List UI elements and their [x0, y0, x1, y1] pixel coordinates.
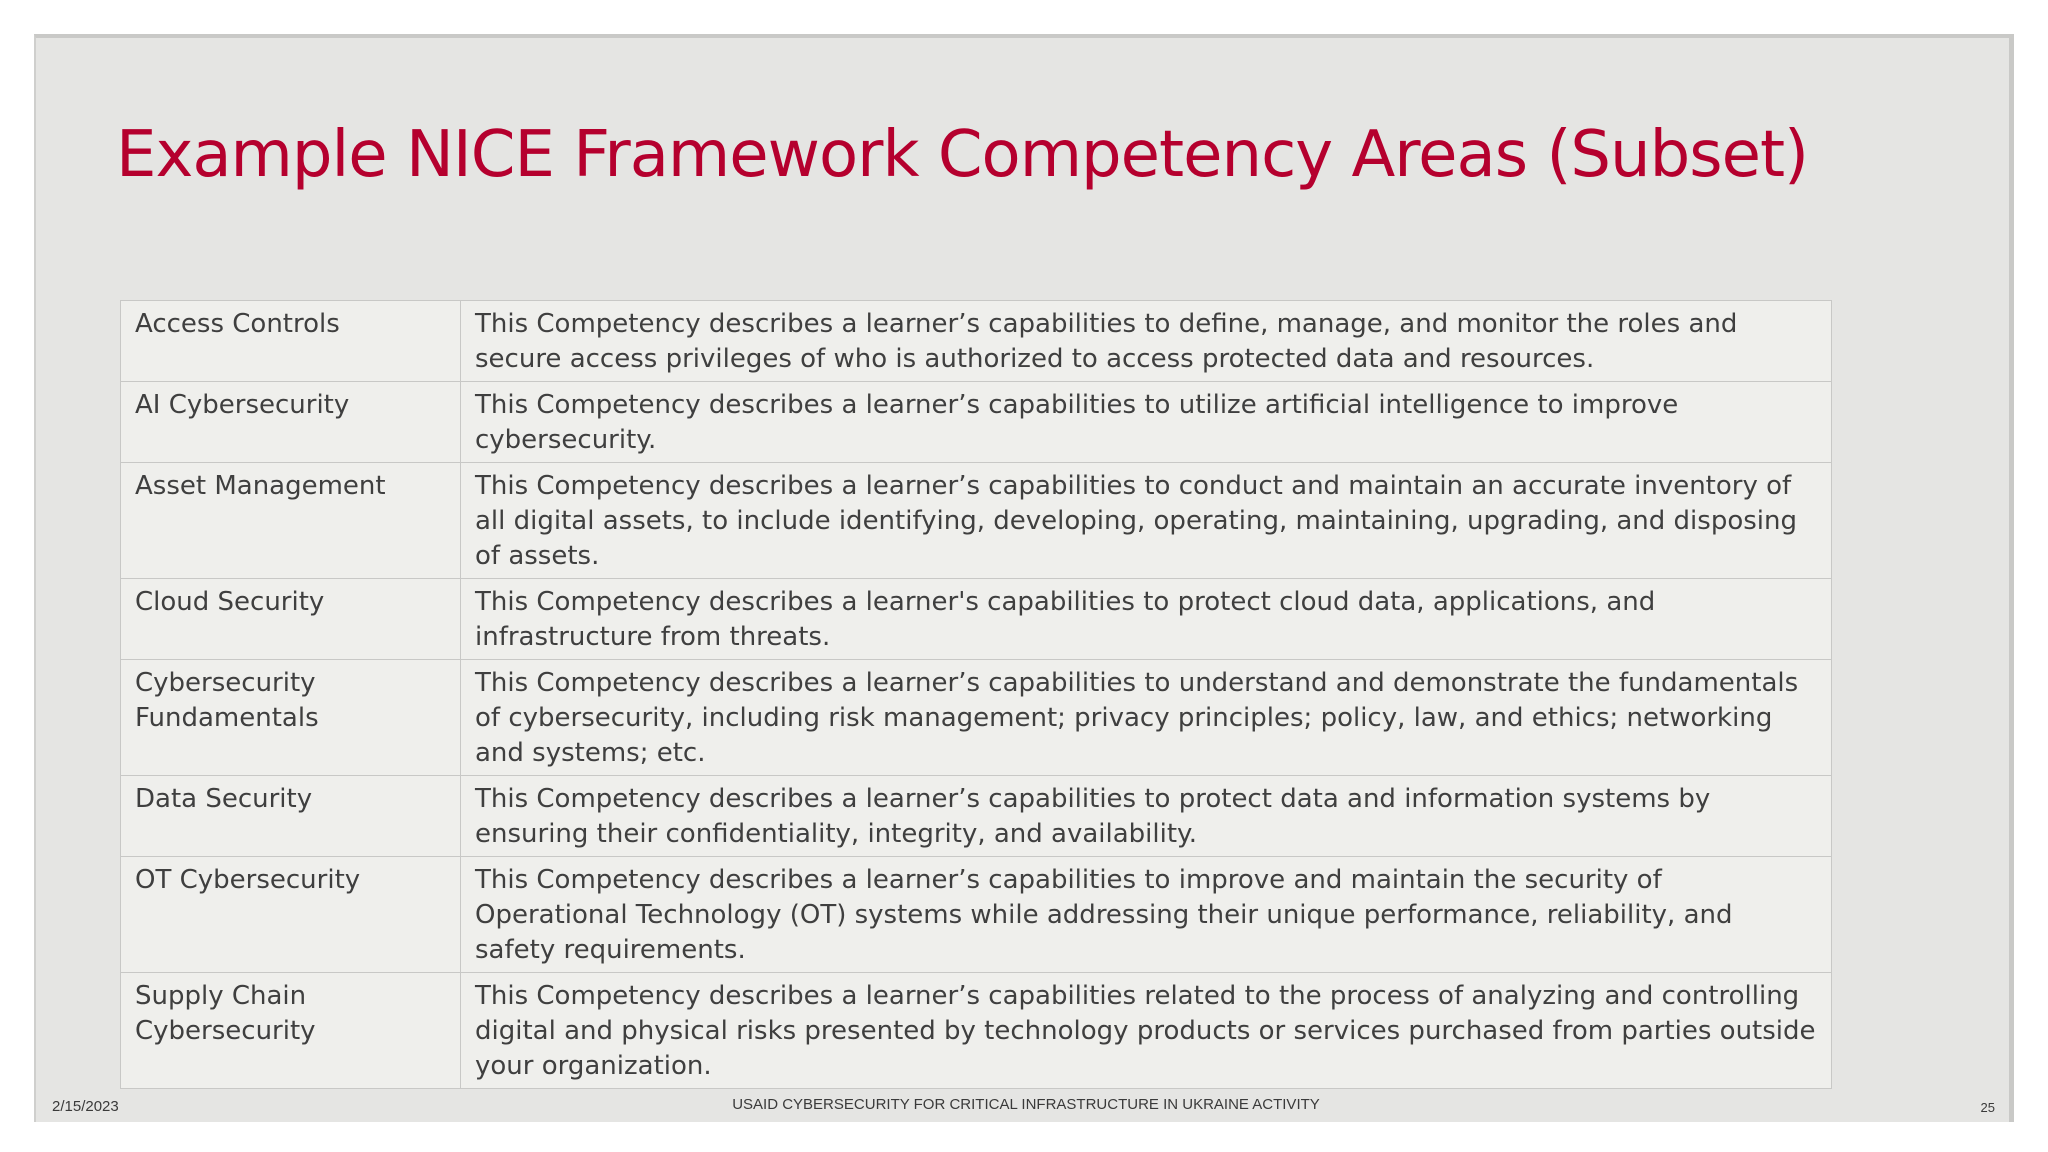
slide	[34, 34, 2014, 1122]
competency-area-name: Cloud Security	[121, 579, 461, 660]
table-row	[121, 857, 1832, 973]
competency-area-name: AI Cybersecurity	[121, 382, 461, 463]
competency-description: This Competency describes a learner’s capabilities to utilize artificial intelligence to improve cybersecurity.	[461, 382, 1832, 463]
competency-area-name: OT Cybersecurity	[121, 857, 461, 973]
competency-description: This Competency describes a learner’s capabilities to improve and maintain the security of Operational Technology (OT) systems while addressing their unique performance, reliability, and safety requirements.	[461, 857, 1832, 973]
competency-description: This Competency describes a learner's capabilities to protect cloud data, applications, and infrastructure from threats.	[461, 579, 1832, 660]
table-row	[121, 660, 1832, 776]
competency-area-name: Access Controls	[121, 301, 461, 382]
competency-description: This Competency describes a learner’s capabilities to conduct and maintain an accurate inventory of all digital assets, to include identifying, developing, operating, maintaining, upgrading, and disposing of assets.	[461, 463, 1832, 579]
slide-title: Example NICE Framework Competency Areas (Subset)	[116, 118, 1808, 192]
table-row	[121, 463, 1832, 579]
competency-area-name: Supply Chain Cybersecurity	[121, 973, 461, 1089]
competency-description: This Competency describes a learner’s capabilities to define, manage, and monitor the roles and secure access privileges of who is authorized to access protected data and resources.	[461, 301, 1832, 382]
competency-description: This Competency describes a learner’s capabilities related to the process of analyzing and controlling digital and physical risks presented by technology products or services purchased from parties outside your organization.	[461, 973, 1832, 1089]
competency-area-name: Cybersecurity Fundamentals	[121, 660, 461, 776]
table-row	[121, 776, 1832, 857]
competency-description: This Competency describes a learner’s capabilities to protect data and information systems by ensuring their confidentiality, integrity, and availability.	[461, 776, 1832, 857]
table-row	[121, 579, 1832, 660]
competency-area-name: Data Security	[121, 776, 461, 857]
competency-description: This Competency describes a learner’s capabilities to understand and demonstrate the fundamentals of cybersecurity, including risk management; privacy principles; policy, law, and ethics; networking and systems; etc.	[461, 660, 1832, 776]
table-row	[121, 382, 1832, 463]
competency-area-name: Asset Management	[121, 463, 461, 579]
table-row	[121, 301, 1832, 382]
competency-table	[120, 300, 1832, 1089]
footer-date: 2/15/2023	[52, 1098, 119, 1115]
footer-page-number: 25	[1980, 1100, 1995, 1115]
footer-activity-name: USAID CYBERSECURITY FOR CRITICAL INFRASTRUCTURE IN UKRAINE ACTIVITY	[732, 1096, 1320, 1113]
table-row	[121, 973, 1832, 1089]
